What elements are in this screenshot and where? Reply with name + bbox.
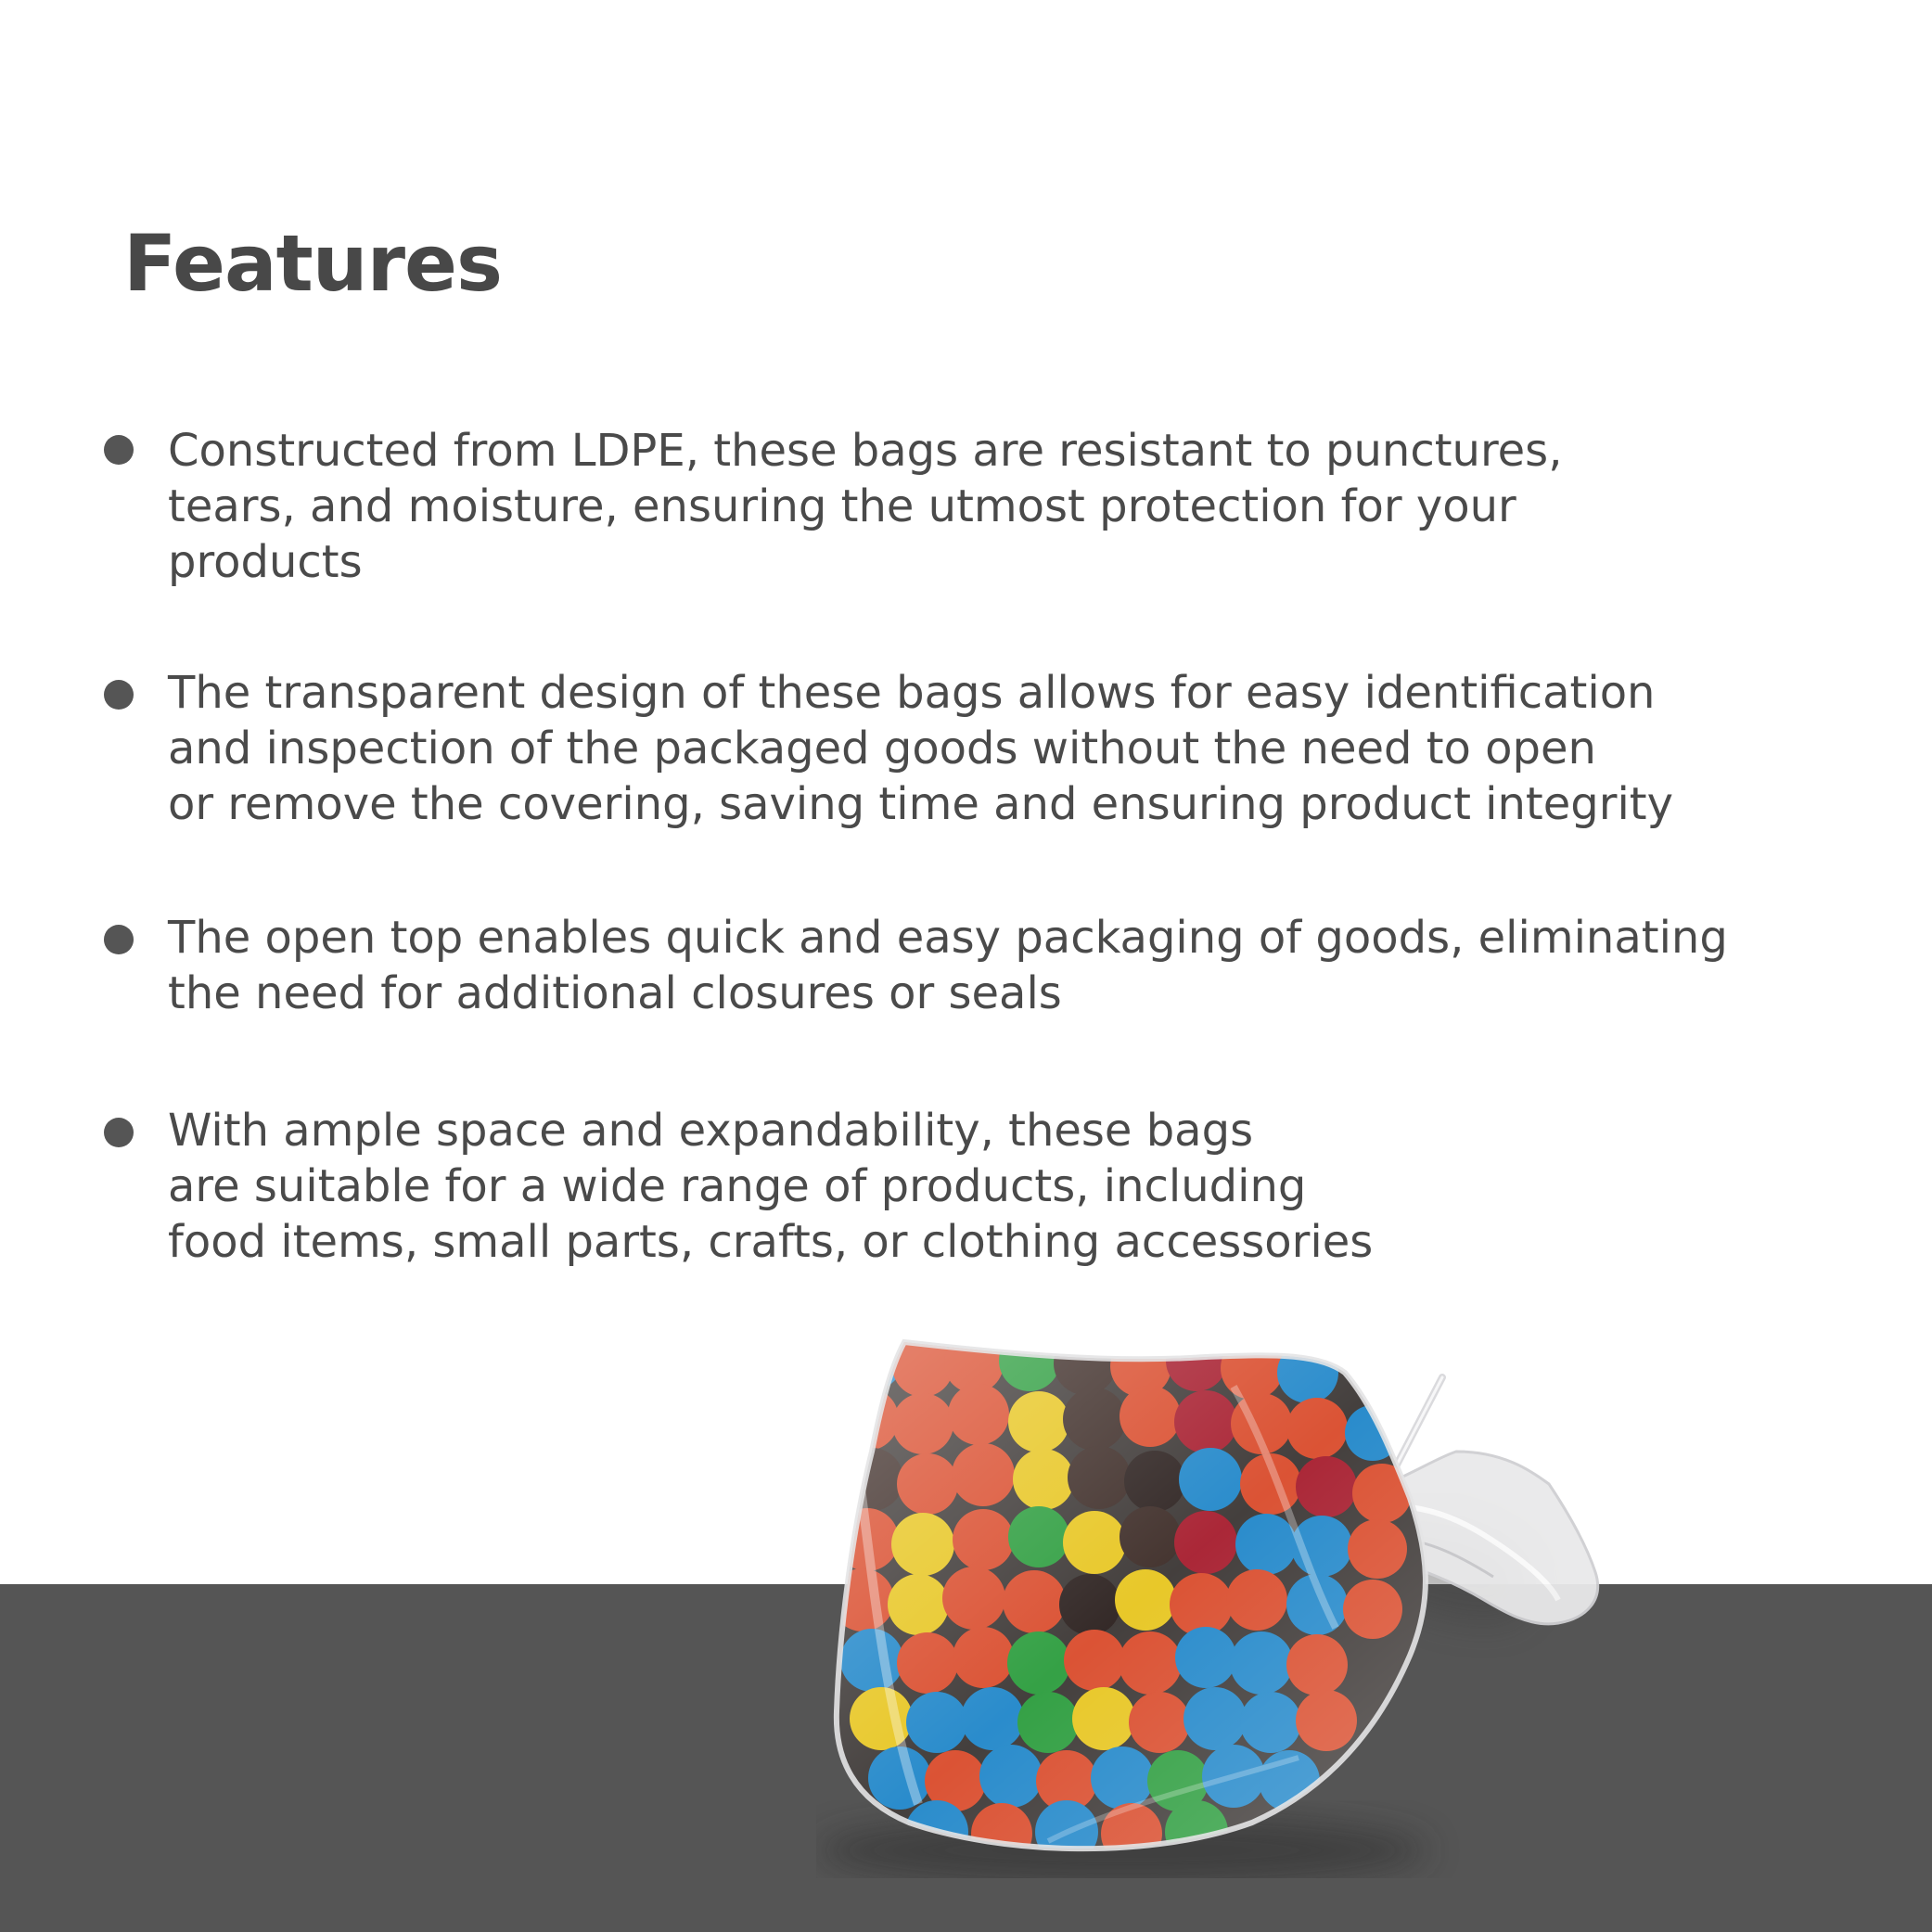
feature-line: are suitable for a wide range of products, including <box>168 1160 1307 1212</box>
feature-line: With ample space and expandability, these bags <box>168 1105 1254 1157</box>
feature-line: tears, and moisture, ensuring the utmost protection for your <box>168 480 1516 532</box>
feature-line: the need for additional closures or seals <box>168 967 1062 1019</box>
feature-line: Constructed from LDPE, these bags are resistant to punctures, <box>168 425 1563 477</box>
feature-line: or remove the covering, saving time and ensuring product integrity <box>168 778 1674 830</box>
feature-text <box>168 423 1562 590</box>
bullet-icon <box>104 1118 134 1147</box>
feature-text <box>168 1103 1373 1270</box>
bullet-icon <box>104 925 134 954</box>
bullet-icon <box>104 680 134 710</box>
feature-text <box>168 665 1673 832</box>
feature-line: products <box>168 536 363 588</box>
feature-line: The transparent design of these bags allows for easy identification <box>168 667 1656 719</box>
candy-bag-image <box>816 1322 1744 1878</box>
page-title: Features <box>123 218 502 309</box>
feature-line: food items, small parts, crafts, or clothing accessories <box>168 1216 1374 1268</box>
feature-text <box>168 910 1728 1021</box>
feature-line: and inspection of the packaged goods without the need to open <box>168 723 1596 774</box>
feature-line: The open top enables quick and easy packaging of goods, eliminating <box>168 912 1728 964</box>
bullet-icon <box>104 435 134 465</box>
